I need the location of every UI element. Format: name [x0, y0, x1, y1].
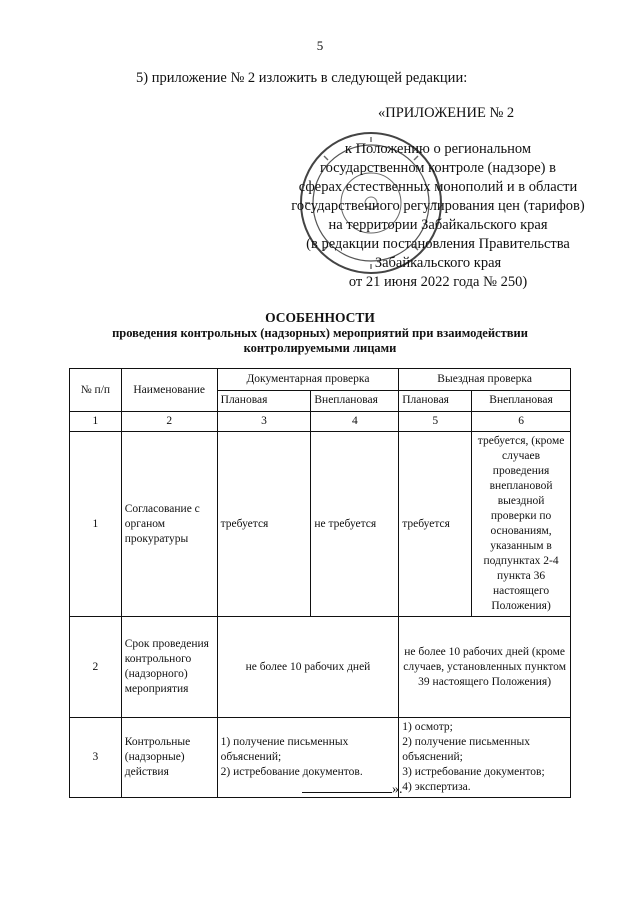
header-doc-unplanned: Внеплановая [311, 390, 399, 412]
action-item: 1) получение письменных объяснений; [220, 736, 349, 763]
action-item: 4) экспертиза. [402, 781, 471, 793]
intro-text: 5) приложение № 2 изложить в следующей редакции: [136, 70, 468, 86]
header-doc-planned: Плановая [217, 390, 311, 412]
document-heading [0, 310, 640, 356]
appendix-line: Забайкальского края [374, 255, 502, 271]
row-name: Срок проведения контрольного (надзорного) мероприятия [121, 617, 217, 718]
cell-field-unplanned: требуется, (кроме случаев проведения внеплановой выездной проверки по основаниям, указанным в подпунктах 2-4 пункта 36 настоящего Положения) [472, 432, 571, 617]
cell-field-planned: требуется [399, 432, 472, 617]
header-doc-check: Документарная проверка [217, 369, 399, 391]
col-number: 2 [121, 412, 217, 432]
col-number: 1 [70, 412, 122, 432]
inspection-features-table [69, 368, 571, 798]
col-number: 6 [472, 412, 571, 432]
table-row [70, 617, 571, 718]
row-num: 2 [70, 617, 122, 718]
action-item: 2) получение письменных объяснений; [402, 736, 530, 763]
closing-underline [302, 780, 392, 793]
col-number: 3 [217, 412, 311, 432]
appendix-line: на территории Забайкальского края [328, 217, 548, 233]
table-row [70, 432, 571, 617]
closing-mark [302, 780, 403, 798]
cell-doc-planned: требуется [217, 432, 311, 617]
appendix-line: к Положению о региональном [344, 141, 532, 157]
heading-subtitle: проведения контрольных (надзорных) мероприятий при взаимодействии [112, 326, 528, 340]
closing-quote: ». [392, 782, 403, 797]
row-num: 1 [70, 432, 122, 617]
header-field-planned: Плановая [399, 390, 472, 412]
cell-field-actions [399, 718, 571, 798]
header-num: № п/п [70, 369, 122, 412]
cell-doc-unplanned: не требуется [311, 432, 399, 617]
heading-subtitle: контролируемыми лицами [243, 341, 397, 355]
page-number: 5 [316, 38, 324, 53]
cell-doc-term: не более 10 рабочих дней [217, 617, 399, 718]
appendix-reference [278, 140, 598, 292]
row-name: Согласование с органом прокуратуры [121, 432, 217, 617]
cell-field-term: не более 10 рабочих дней (кроме случаев, установленных пунктом 39 настоящего Положения) [399, 617, 571, 718]
row-num: 3 [70, 718, 122, 798]
appendix-title: «ПРИЛОЖЕНИЕ № 2 [378, 105, 515, 121]
header-field-check: Выездная проверка [399, 369, 571, 391]
header-name: Наименование [121, 369, 217, 412]
action-item: 2) истребование документов. [220, 766, 363, 778]
row-name: Контрольные (надзорные) действия [121, 718, 217, 798]
heading-title: ОСОБЕННОСТИ [265, 310, 375, 325]
action-item: 3) истребование документов; [402, 766, 545, 778]
action-item: 1) осмотр; [402, 721, 453, 733]
col-number: 5 [399, 412, 472, 432]
header-field-unplanned: Внеплановая [472, 390, 571, 412]
appendix-line: государственном контроле (надзоре) в [319, 160, 556, 176]
appendix-line: (в редакции постановления Правительства [306, 236, 570, 252]
appendix-line: государственного регулирования цен (тарифов) [291, 198, 585, 214]
appendix-line: от 21 июня 2022 года № 250) [348, 274, 528, 290]
col-number: 4 [311, 412, 399, 432]
appendix-line: сферах естественных монополий и в области [298, 179, 578, 195]
